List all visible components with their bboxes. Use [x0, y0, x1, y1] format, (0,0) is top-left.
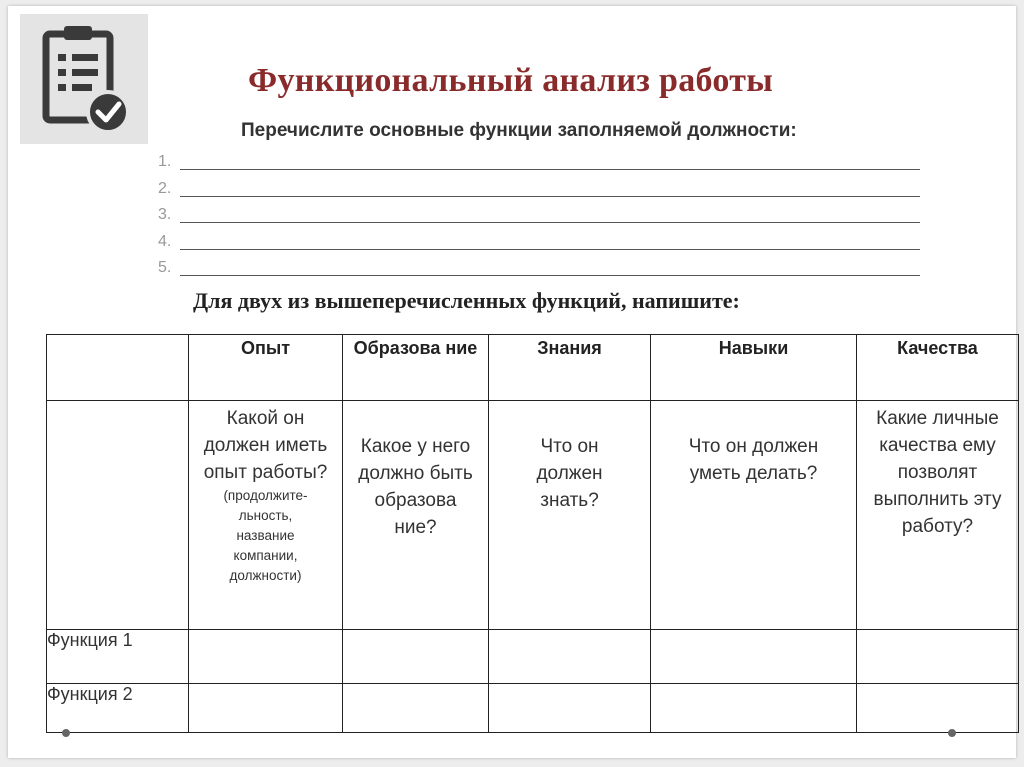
decorative-dot: [62, 729, 70, 737]
education-description: Какое у него должно быть образова ние?: [343, 401, 489, 630]
line-number: 5.: [158, 259, 172, 276]
line-item[interactable]: [158, 255, 920, 282]
experience-note: (продолжите-льность, название компании, должности): [223, 488, 308, 583]
header-skills: Навыки: [651, 335, 857, 401]
fill-in-line: [180, 196, 920, 197]
line-number: 1.: [158, 153, 172, 170]
row-label-function-2: Функция 2: [47, 684, 189, 733]
line-number: 4.: [158, 232, 172, 250]
line-number: 2.: [158, 179, 172, 197]
qualities-description: Какие личные качества ему позволят выполнить эту работу?: [857, 401, 1019, 630]
header-experience: Опыт: [189, 335, 343, 401]
header-qualities: Качества: [857, 335, 1019, 401]
line-item[interactable]: [158, 229, 920, 256]
skills-description: Что он должен уметь делать?: [651, 401, 857, 630]
function-analysis-table: [46, 334, 1019, 733]
knowledge-description: Что он должен знать?: [489, 401, 651, 630]
description-row: [47, 401, 1019, 630]
input-cell[interactable]: [189, 630, 343, 684]
empty-cell: [47, 401, 189, 630]
line-item[interactable]: [158, 176, 920, 203]
header-education: Образова ние: [343, 335, 489, 401]
header-row: [47, 335, 1019, 401]
line-number: 3.: [158, 206, 172, 223]
numbered-lines: [158, 149, 920, 282]
input-cell[interactable]: [343, 630, 489, 684]
fill-in-line: [180, 275, 920, 276]
line-item[interactable]: [158, 202, 920, 229]
experience-description: [189, 401, 343, 630]
fill-in-line: [180, 222, 920, 223]
instruction-text: Для двух из вышеперечисленных функций, напишите:: [193, 288, 740, 313]
table-row: [47, 630, 1019, 684]
input-cell[interactable]: [489, 684, 651, 733]
corner-cell: [47, 335, 189, 401]
subtitle: Перечислите основные функции заполняемой должности:: [241, 120, 797, 141]
input-cell[interactable]: [489, 630, 651, 684]
experience-question: Какой он должен иметь опыт работы?: [203, 408, 328, 483]
header-knowledge: Знания: [489, 335, 651, 401]
input-cell[interactable]: [189, 684, 343, 733]
fill-in-line: [180, 249, 920, 250]
input-cell[interactable]: [651, 630, 857, 684]
row-label-function-1: Функция 1: [47, 630, 189, 684]
input-cell[interactable]: [343, 684, 489, 733]
clipboard-check-icon: [20, 14, 148, 144]
line-item[interactable]: [158, 149, 920, 176]
decorative-dot: [948, 729, 956, 737]
input-cell[interactable]: [651, 684, 857, 733]
table-row: [47, 684, 1019, 733]
fill-in-line: [180, 169, 920, 170]
page-title: Функциональный анализ работы: [248, 62, 774, 99]
input-cell[interactable]: [857, 630, 1019, 684]
input-cell[interactable]: [857, 684, 1019, 733]
